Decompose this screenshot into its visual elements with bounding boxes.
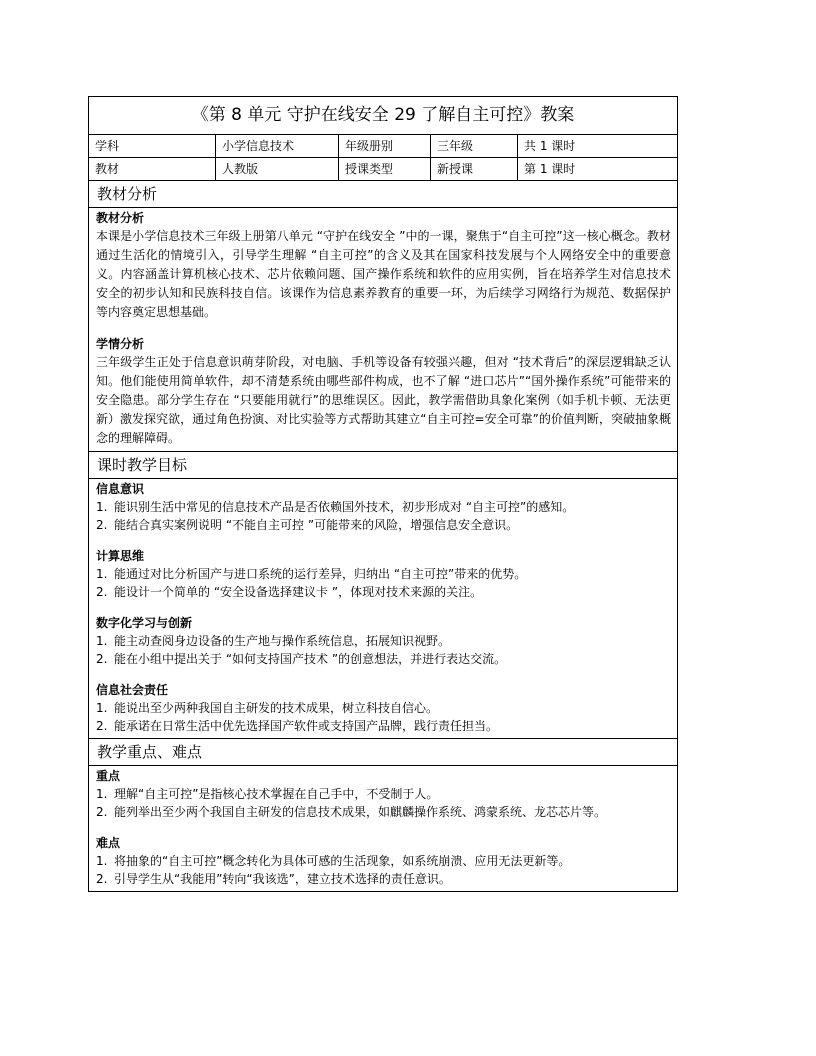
list-item: 1. 能说出至少两种我国自主研发的技术成果，树立科技自信心。 — [96, 701, 439, 715]
key-points-title: 重点 — [96, 769, 121, 783]
objective-group-title: 计算思维 — [96, 549, 145, 563]
grade-label: 年级册别 — [339, 135, 431, 157]
analysis-section — [89, 208, 677, 452]
info-row-2 — [89, 158, 677, 181]
document-title: 《第 8 单元 守护在线安全 29 了解自主可控》教案 — [89, 97, 677, 135]
textbook-value: 人教版 — [216, 158, 339, 180]
list-item: 2. 能在小组中提出关于 “如何支持国产技术 ”的创意想法，并进行表达交流。 — [96, 652, 507, 666]
list-item: 1. 理解“自主可控”是指核心技术掌握在自己手中，不受制于人。 — [96, 787, 439, 801]
grade-value: 三年级 — [431, 135, 518, 157]
lesson-type-value: 新授课 — [431, 158, 518, 180]
list-item: 2. 引导学生从“我能用”转向“我该选”，建立技术选择的责任意识。 — [96, 872, 451, 886]
total-periods: 共 1 课时 — [524, 139, 576, 153]
keypoints-heading: 教学重点、难点 — [89, 739, 677, 766]
subject-value: 小学信息技术 — [216, 135, 339, 157]
textbook-analysis-title: 教材分析 — [96, 211, 145, 225]
difficult-points-title: 难点 — [96, 836, 121, 850]
list-item: 1. 能识别生活中常见的信息技术产品是否依赖国外技术，初步形成对 “自主可控”的感知。 — [96, 500, 575, 514]
list-item: 2. 能结合真实案例说明 “不能自主可控 ”可能带来的风险，增强信息安全意识。 — [96, 518, 519, 532]
objectives-heading: 课时教学目标 — [89, 452, 677, 479]
textbook-analysis-text: 本课是小学信息技术三年级上册第八单元 “守护在线安全 ”中的一课，聚焦于“自主可控”这一核心概念。教材通过生活化的情境引入，引导学生理解 “自主可控”的含义及其在国家科技发展与个人网络安全中的重要意义。内容涵盖计算机核心技术、芯片依赖问题、国产操作系统和软件的应用实例，旨在培养学生对信息技术安全的初步认知和民族科技自信。该课作为信息素养教育的重要一环，为后续学习网络行为规范、数据保护等内容奠定思想基础。 — [96, 229, 671, 319]
keypoints-section — [89, 766, 677, 891]
objectives-section — [89, 479, 677, 739]
lesson-type-label: 授课类型 — [339, 158, 431, 180]
subject-label: 学科 — [89, 135, 216, 157]
current-period: 第 1 课时 — [524, 162, 576, 176]
objective-group-title: 信息意识 — [96, 482, 145, 496]
objective-group-title: 数字化学习与创新 — [96, 616, 193, 630]
list-item: 1. 将抽象的“自主可控”概念转化为具体可感的生活现象，如系统崩溃、应用无法更新等。 — [96, 854, 571, 868]
lesson-plan-table — [88, 96, 678, 892]
learner-analysis-text: 三年级学生正处于信息意识萌芽阶段，对电脑、手机等设备有较强兴趣，但对 “技术背后”的深层逻辑缺乏认知。他们能使用简单软件，却不清楚系统由哪些部件构成，也不了解 “进口芯片”“国外操作系统”可能带来的安全隐患。部分学生存在 “只要能用就行”的思维误区。因此，教学需借助具象化案例（如手机卡顿、无法更新）激发探究欲，通过角色扮演、对比实验等方式帮助其建立“自主可控=安全可靠”的价值判断，突破抽象概念的理解障碍。 — [96, 355, 671, 445]
list-item: 2. 能列举出至少两个我国自主研发的信息技术成果，如麒麟操作系统、鸿蒙系统、龙芯芯片等。 — [96, 805, 607, 819]
learner-analysis-title: 学情分析 — [96, 337, 145, 351]
list-item: 1. 能通过对比分析国产与进口系统的运行差异，归纳出 “自主可控”带来的优势。 — [96, 567, 527, 581]
list-item: 2. 能设计一个简单的 “安全设备选择建议卡 ”，体现对技术来源的关注。 — [96, 585, 483, 599]
list-item: 2. 能承诺在日常生活中优先选择国产软件或支持国产品牌，践行责任担当。 — [96, 719, 499, 733]
objective-group-title: 信息社会责任 — [96, 683, 169, 697]
analysis-heading: 教材分析 — [89, 181, 677, 208]
textbook-label: 教材 — [89, 158, 216, 180]
list-item: 1. 能主动查阅身边设备的生产地与操作系统信息，拓展知识视野。 — [96, 634, 451, 648]
info-row-1 — [89, 135, 677, 158]
